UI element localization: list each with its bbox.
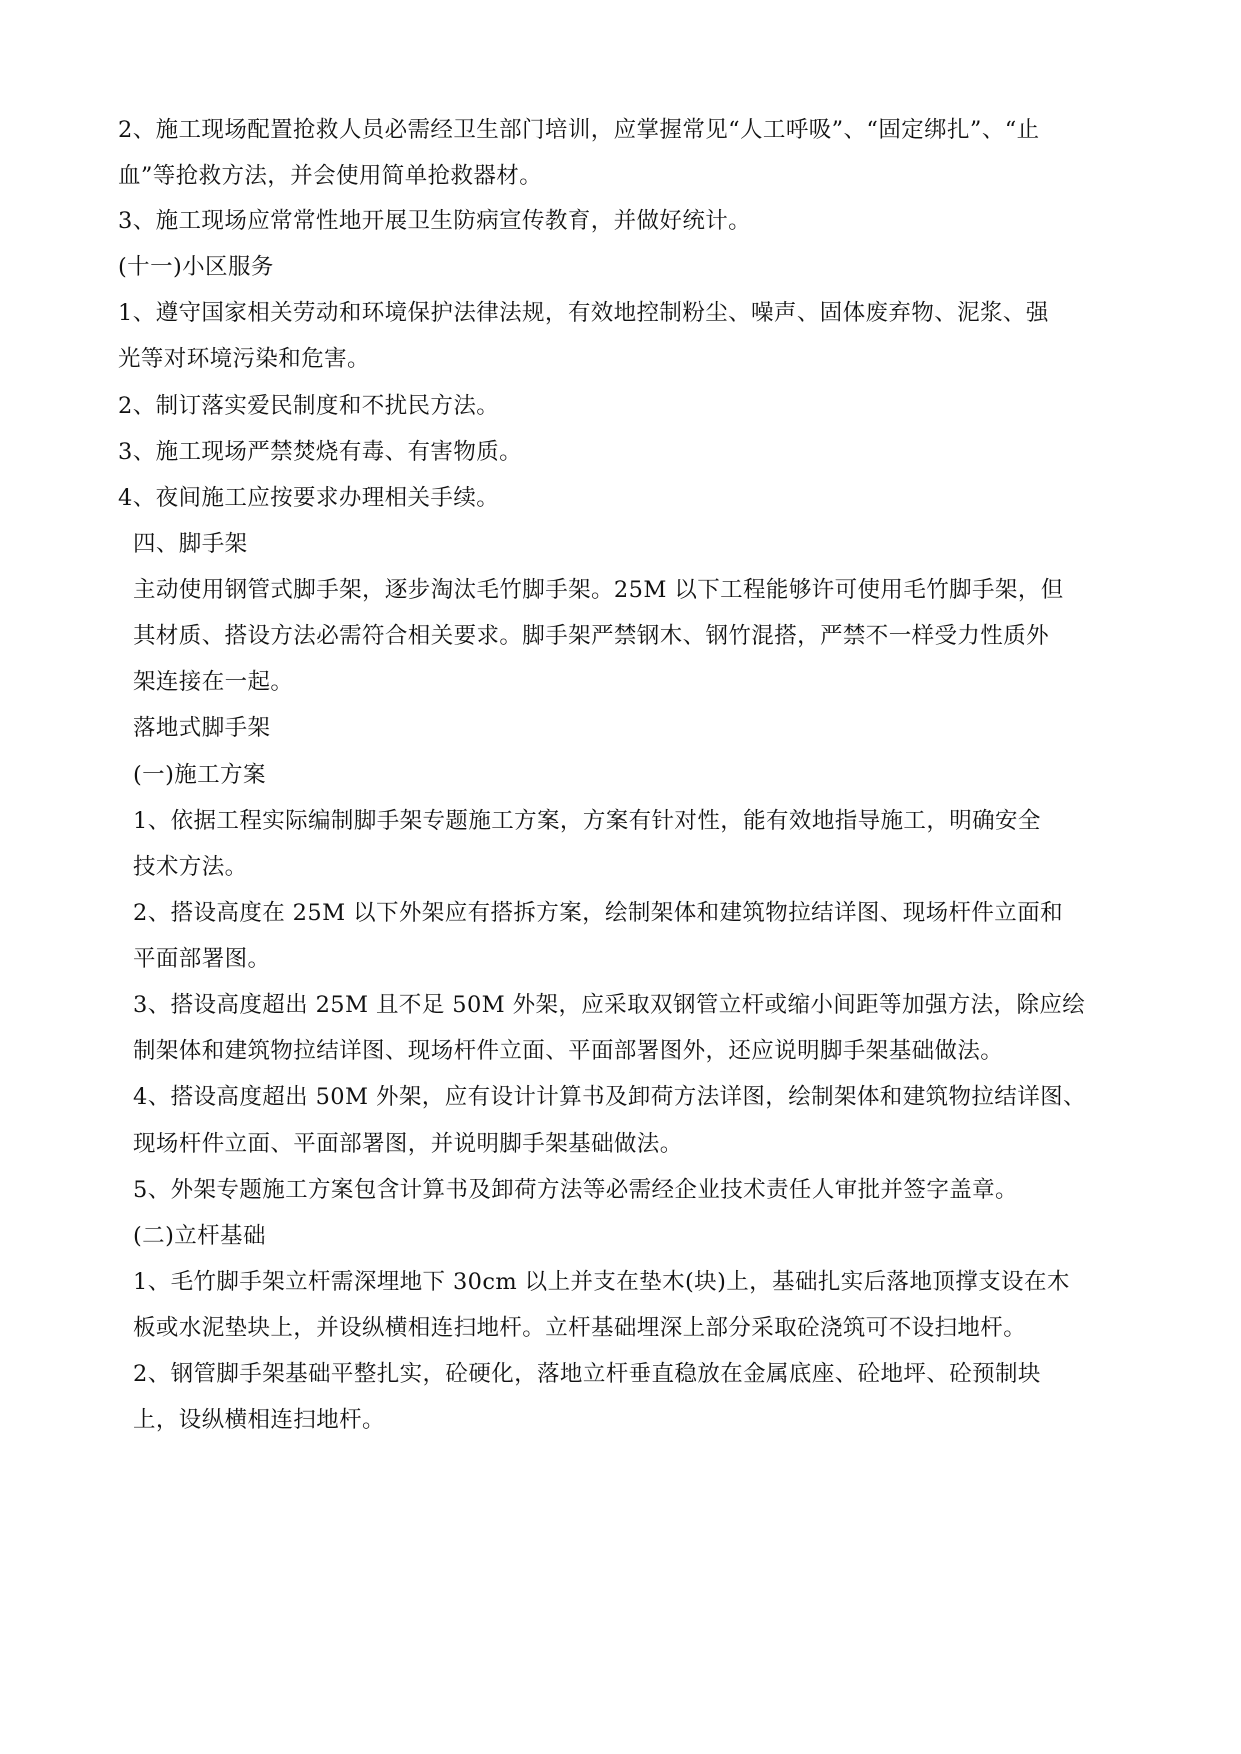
text-line: 板或水泥垫块上，并设纵横相连扫地杆。立杆基础埋深上部分采取砼浇筑可不设扫地杆。 bbox=[133, 1315, 1027, 1341]
text-line: 现场杆件立面、平面部署图，并说明脚手架基础做法。 bbox=[133, 1131, 683, 1157]
text-line: 2、制订落实爱民制度和不扰民方法。 bbox=[118, 393, 500, 419]
text-line: 其材质、搭设方法必需符合相关要求。脚手架严禁钢木、钢竹混搭，严禁不一样受力性质外 bbox=[133, 623, 1050, 649]
section-heading: (一)施工方案 bbox=[133, 762, 266, 788]
text-line: 1、依据工程实际编制脚手架专题施工方案，方案有针对性，能有效地指导施工，明确安全 bbox=[133, 808, 1041, 834]
text-line: 2、钢管脚手架基础平整扎实，砼硬化，落地立杆垂直稳放在金属底座、砼地坪、砼预制块 bbox=[133, 1361, 1041, 1387]
subsection-heading: 落地式脚手架 bbox=[133, 715, 271, 741]
text-line: 上，设纵横相连扫地杆。 bbox=[133, 1407, 385, 1433]
text-line: 平面部署图。 bbox=[133, 946, 271, 972]
section-heading: (二)立杆基础 bbox=[133, 1223, 266, 1249]
text-line: 架连接在一起。 bbox=[133, 669, 294, 695]
text-line: 4、搭设高度超出 50M 外架，应有设计计算书及卸荷方法详图，绘制架体和建筑物拉结详图、 bbox=[133, 1084, 1086, 1110]
text-line: 4、夜间施工应按要求办理相关手续。 bbox=[118, 485, 500, 511]
text-line: 光等对环境污染和危害。 bbox=[118, 346, 370, 372]
text-line: 1、毛竹脚手架立杆需深埋地下 30cm 以上并支在垫木(块)上，基础扎实后落地顶撑支设在木 bbox=[133, 1269, 1070, 1295]
section-heading: (十一)小区服务 bbox=[118, 254, 274, 280]
text-line: 3、搭设高度超出 25M 且不足 50M 外架，应采取双钢管立杆或缩小间距等加强方法，除应绘 bbox=[133, 992, 1086, 1018]
chapter-heading: 四、脚手架 bbox=[133, 531, 248, 557]
text-line: 3、施工现场应常常性地开展卫生防病宣传教育，并做好统计。 bbox=[118, 208, 752, 234]
text-line: 制架体和建筑物拉结详图、现场杆件立面、平面部署图外，还应说明脚手架基础做法。 bbox=[133, 1038, 1004, 1064]
text-line: 1、遵守国家相关劳动和环境保护法律法规，有效地控制粉尘、噪声、固体废弃物、泥浆、强 bbox=[118, 300, 1049, 326]
text-line: 技术方法。 bbox=[133, 854, 248, 880]
text-line: 3、施工现场严禁焚烧有毒、有害物质。 bbox=[118, 439, 523, 465]
text-line: 2、搭设高度在 25M 以下外架应有搭拆方案，绘制架体和建筑物拉结详图、现场杆件立面和 bbox=[133, 900, 1063, 926]
text-line: 5、外架专题施工方案包含计算书及卸荷方法等必需经企业技术责任人审批并签字盖章。 bbox=[133, 1177, 1018, 1203]
text-line: 血”等抢救方法，并会使用简单抢救器材。 bbox=[118, 163, 543, 189]
text-line: 2、施工现场配置抢救人员必需经卫生部门培训，应掌握常见“人工呼吸”、“固定绑扎”、“止 bbox=[118, 117, 1040, 143]
text-line: 主动使用钢管式脚手架，逐步淘汰毛竹脚手架。25M 以下工程能够许可使用毛竹脚手架，但 bbox=[133, 577, 1064, 603]
